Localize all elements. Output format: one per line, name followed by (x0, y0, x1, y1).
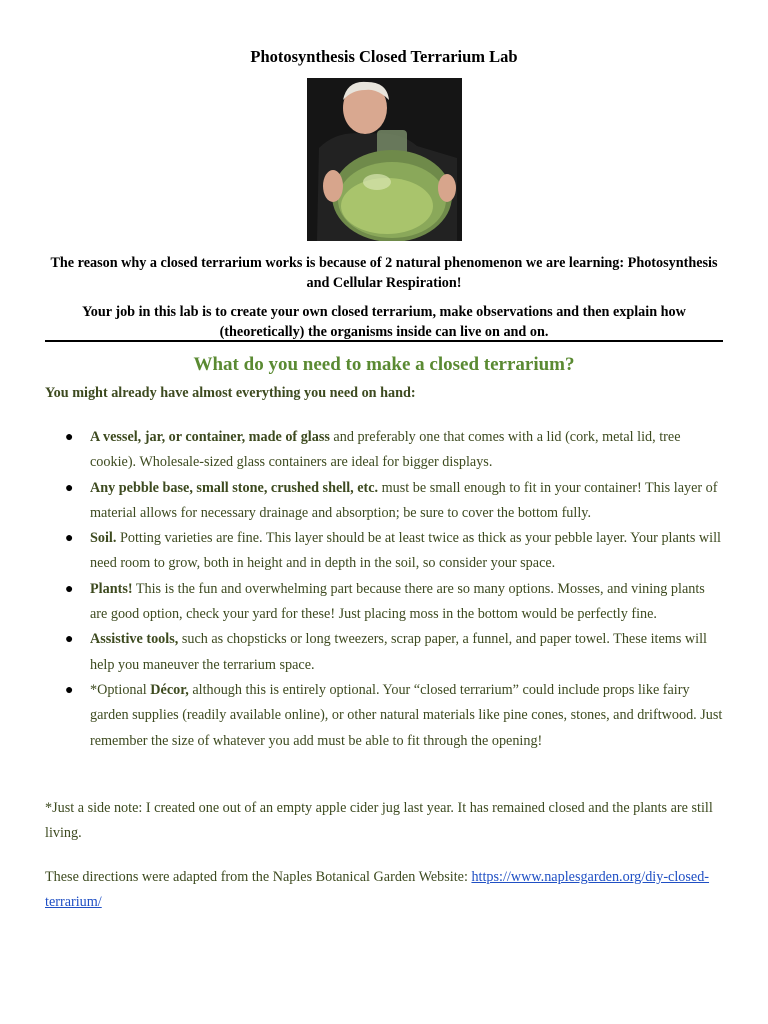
section-heading: What do you need to make a closed terrarium? (193, 354, 575, 375)
list-item (45, 476, 723, 527)
bullet-icon: ● (65, 480, 74, 496)
supplies-list (45, 425, 723, 754)
bullet-icon: ● (65, 531, 74, 547)
list-item (45, 627, 723, 678)
item-text: such as chopsticks or long tweezers, scrap paper, a funnel, and paper towel. These items will help you maneuver the terrarium space. (90, 631, 707, 673)
list-item (45, 526, 723, 577)
item-bold: A vessel, jar, or container, made of glass (90, 429, 330, 445)
item-bold: Any pebble base, small stone, crushed shell, etc. (90, 479, 379, 496)
item-text: and preferably one that comes with a lid (cork, metal lid, tree cookie). Wholesale-sized glass containers are ideal for bigger displays. (90, 429, 681, 471)
bullet-icon: ● (65, 682, 74, 698)
item-bold: Décor, (150, 681, 189, 698)
intro-paragraph-2: Your job in this lab is to create your own closed terrarium, make observations and then explain how (theoretically) the organisms inside can live on and on. (82, 304, 686, 340)
bullet-icon: ● (65, 430, 74, 445)
item-bold: Plants! (90, 580, 133, 597)
list-item (45, 425, 723, 476)
source-text: These directions were adapted from the Naples Botanical Garden Website: (45, 869, 472, 885)
intro-paragraph-1: The reason why a closed terrarium works is because of 2 natural phenomenon we are learning: Photosynthesis and Cellular Respiration! (50, 255, 718, 291)
bullet-icon: ● (65, 581, 74, 597)
source-line (45, 865, 723, 916)
terrarium-photo (307, 78, 462, 241)
list-item (45, 577, 723, 628)
item-text: although this is entirely optional. Your “closed terrarium” could include props like fairy garden supplies (readily available online), or other natural materials like pine cones, stones, and driftwood. Just remember the size of whatever you add must be able to fit through the opening! (90, 681, 723, 749)
list-item (45, 678, 723, 754)
item-bold: Assistive tools, (90, 631, 179, 648)
source-link[interactable]: https://www.naplesgarden.org/diy-closed-terrarium/ (45, 869, 710, 911)
lead-sentence: You might already have almost everything you need on hand: (45, 385, 416, 401)
side-note: *Just a side note: I created one out of an empty apple cider jug last year. It has remained closed and the plants are still living. (45, 800, 713, 842)
bullet-icon: ● (65, 632, 74, 648)
page-title: Photosynthesis Closed Terrarium Lab (250, 47, 518, 66)
horizontal-rule (45, 340, 723, 342)
item-text: This is the fun and overwhelming part because there are so many options. Mosses, and vining plants are good option, check your yard for these! Just placing moss in the bottom would be perfectly fine. (90, 580, 705, 623)
item-text: Potting varieties are fine. This layer should be at least twice as thick as your pebble layer. Your plants will need room to grow, both in height and in depth in the soil, so consider your space. (90, 530, 721, 572)
item-prefix: *Optional (90, 681, 151, 698)
item-text: must be small enough to fit in your container! This layer of material allows for necessary drainage and absorption; be sure to cover the bottom fully. (90, 479, 718, 521)
item-bold: Soil. (90, 530, 117, 547)
